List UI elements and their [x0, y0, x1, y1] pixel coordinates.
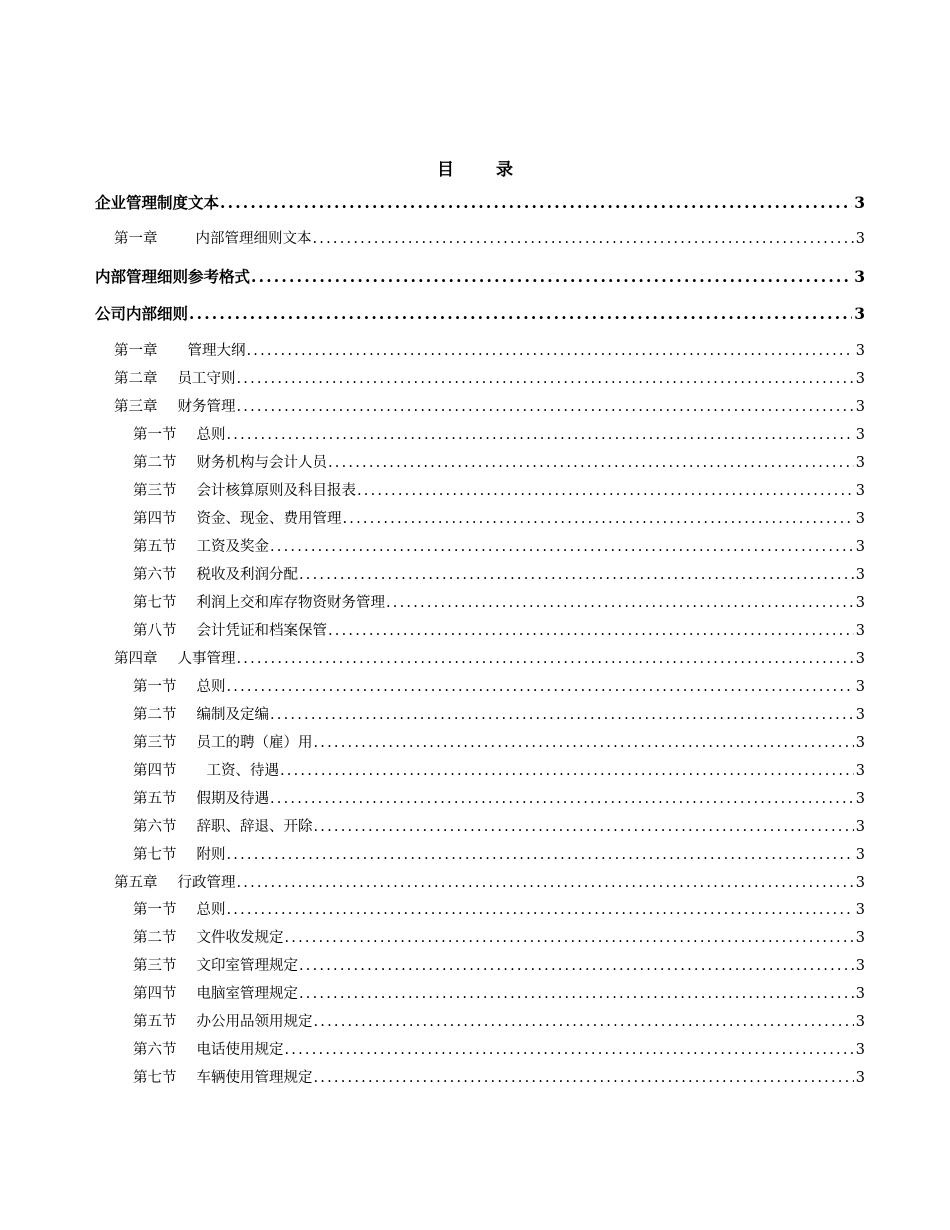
toc-leader-dots: [356, 483, 854, 499]
toc-entry[interactable]: [95, 926, 865, 947]
toc-entry[interactable]: [95, 535, 865, 556]
toc-entry-number: 第一章: [114, 343, 158, 359]
toc-page-number: 3: [855, 958, 865, 974]
toc-entry-label: [114, 871, 236, 892]
toc-entry[interactable]: [95, 563, 865, 584]
toc-page-number: 3: [855, 819, 865, 835]
toc-entry-label: [133, 926, 284, 947]
toc-entry[interactable]: [95, 423, 865, 444]
toc-entry-text: 编制及定编: [196, 707, 269, 723]
toc-page-number: 3: [855, 455, 865, 471]
toc-entry-text: 财务管理: [177, 399, 236, 415]
toc-entry-number: 第六节: [133, 1042, 177, 1058]
toc-entry-number: 第五节: [133, 1014, 177, 1030]
toc-entry[interactable]: [95, 815, 865, 836]
toc-leader-dots: [246, 343, 854, 359]
toc-entry-label: [133, 1066, 313, 1087]
toc-entry[interactable]: [95, 1010, 865, 1031]
toc-leader-dots: [313, 1014, 854, 1030]
toc-entry-text: 资金、现金、费用管理: [196, 511, 342, 527]
toc-leader-dots: [269, 539, 854, 555]
toc-entry[interactable]: [95, 759, 865, 780]
toc-entry-text: 电话使用规定: [196, 1042, 284, 1058]
toc-entry-label: [133, 423, 226, 444]
toc-page-number: 3: [855, 567, 865, 583]
toc-page-number: 3: [855, 1070, 865, 1086]
toc-entry[interactable]: [95, 591, 865, 612]
toc-leader-dots: [298, 567, 854, 583]
toc-entry[interactable]: [95, 619, 865, 640]
toc-entry-text: 电脑室管理规定: [196, 986, 298, 1002]
toc-entry-label: [114, 367, 236, 388]
toc-entry-label: [133, 563, 298, 584]
toc-page-number: 3: [855, 483, 865, 499]
toc-entry[interactable]: [95, 954, 865, 975]
toc-entry[interactable]: [95, 871, 865, 892]
toc-entry-number: 第四节: [133, 511, 177, 527]
toc-entry-label: [133, 1038, 284, 1059]
toc-entry-number: 第三节: [133, 958, 177, 974]
toc-entry-label: [133, 619, 327, 640]
toc-page-number: 3: [855, 986, 865, 1002]
toc-entry-text: 管理大纲: [187, 343, 246, 359]
toc-entry[interactable]: [95, 647, 865, 668]
toc-leader-dots: [327, 623, 854, 639]
toc-entry-text: 员工的聘（雇）用: [196, 735, 313, 751]
toc-leader-dots: [385, 595, 854, 611]
toc-entry-label: [95, 265, 250, 287]
toc-entry[interactable]: [95, 227, 865, 248]
toc-entry[interactable]: [95, 982, 865, 1003]
toc-entry[interactable]: [95, 451, 865, 472]
toc-entry-number: 第五节: [133, 539, 177, 555]
toc-entry-text: 人事管理: [177, 651, 236, 667]
toc-leader-dots: [269, 707, 854, 723]
toc-leader-dots: [284, 1042, 854, 1058]
toc-page-number: 3: [855, 763, 865, 779]
toc-leader-dots: [284, 930, 854, 946]
toc-entry[interactable]: [95, 367, 865, 388]
toc-entry[interactable]: [95, 843, 865, 864]
toc-entry-number: 第一节: [133, 427, 177, 443]
toc-entry[interactable]: [95, 1038, 865, 1059]
toc-entry[interactable]: [95, 339, 865, 360]
toc-leader-dots: [269, 791, 854, 807]
toc-entry-label: [133, 954, 298, 975]
toc-entry[interactable]: [95, 191, 865, 213]
toc-entry-number: 第三节: [133, 735, 177, 751]
toc-entry-text: 车辆使用管理规定: [196, 1070, 313, 1086]
toc-entry-text: 企业管理制度文本: [95, 193, 220, 212]
toc-page-number: 3: [855, 930, 865, 946]
toc-entry-label: [114, 339, 246, 360]
toc-page-number: 3: [854, 193, 865, 212]
toc-page-number: 3: [854, 267, 865, 286]
toc-page-number: 3: [855, 399, 865, 415]
toc-leader-dots: [298, 958, 854, 974]
toc-title: 目 录: [437, 160, 531, 180]
toc-entry-label: [133, 507, 342, 528]
toc-entry-number: 第一章: [114, 231, 158, 247]
toc-entry-number: 第一节: [133, 902, 177, 918]
toc-entry-label: [133, 703, 269, 724]
toc-entry-text: 员工守则: [177, 371, 236, 387]
toc-page-number: 3: [855, 427, 865, 443]
toc-entry-label: [133, 535, 269, 556]
toc-page-number: 3: [855, 707, 865, 723]
toc-entry-text: 工资及奖金: [196, 539, 269, 555]
toc-entry-text: 会计凭证和档案保管: [196, 623, 327, 639]
toc-page-number: 3: [855, 539, 865, 555]
toc-page-number: 3: [855, 651, 865, 667]
toc-page-number: 3: [855, 679, 865, 695]
toc-page-number: 3: [855, 1014, 865, 1030]
toc-page-number: 3: [855, 623, 865, 639]
toc-page-number: 3: [854, 304, 865, 323]
toc-entry-number: 第五章: [114, 875, 158, 891]
toc-page-number: 3: [855, 595, 865, 611]
toc-entry-number: 第一节: [133, 679, 177, 695]
toc-leader-dots: [226, 902, 854, 918]
toc-entry-label: [133, 843, 226, 864]
toc-leader-dots: [250, 267, 852, 286]
toc-leader-dots: [342, 511, 854, 527]
toc-entry-number: 第二章: [114, 371, 158, 387]
toc-entry-label: [133, 731, 313, 752]
toc-entry-label: [133, 898, 226, 919]
toc-entry-label: [133, 451, 327, 472]
toc-entry-text: 内部管理细则文本: [195, 231, 312, 247]
toc-entry-text: 公司内部细则: [95, 304, 189, 323]
toc-entry-label: [133, 982, 298, 1003]
toc-leader-dots: [236, 651, 854, 667]
toc-entry-text: 总则: [196, 902, 226, 918]
toc-entry[interactable]: [95, 302, 865, 324]
toc-entry-number: 第六节: [133, 819, 177, 835]
toc-entry-text: 文印室管理规定: [196, 958, 298, 974]
toc-entry-number: 第二节: [133, 455, 177, 471]
toc-leader-dots: [226, 679, 854, 695]
toc-entry[interactable]: [95, 1066, 865, 1087]
toc-entry-label: [133, 787, 269, 808]
toc-entry-label: [133, 759, 279, 780]
toc-entry-number: 第四节: [133, 763, 177, 779]
toc-entry-number: 第七节: [133, 847, 177, 863]
toc-leader-dots: [327, 455, 854, 471]
toc-entry-text: 总则: [196, 427, 226, 443]
toc-leader-dots: [312, 231, 854, 247]
toc-leader-dots: [298, 986, 854, 1002]
toc-entry-text: 总则: [196, 679, 226, 695]
toc-entry-number: 第五节: [133, 791, 177, 807]
toc-leader-dots: [313, 735, 854, 751]
toc-entry-number: 第三章: [114, 399, 158, 415]
toc-page-number: 3: [855, 343, 865, 359]
toc-entry[interactable]: [95, 898, 865, 919]
toc-page-number: 3: [855, 735, 865, 751]
toc-page-number: 3: [855, 1042, 865, 1058]
toc-entry[interactable]: [95, 395, 865, 416]
toc-leader-dots: [279, 763, 854, 779]
toc-leader-dots: [236, 399, 854, 415]
toc-entry-label: [133, 815, 313, 836]
toc-entry-label: [114, 395, 236, 416]
toc-entry-label: [133, 675, 226, 696]
toc-entry-number: 第八节: [133, 623, 177, 639]
toc-leader-dots: [313, 819, 854, 835]
toc-leader-dots: [313, 1070, 854, 1086]
toc-entry[interactable]: [95, 507, 865, 528]
toc-entry-label: [133, 591, 385, 612]
toc-leader-dots: [226, 427, 854, 443]
toc-entry-number: 第四章: [114, 651, 158, 667]
toc-entry[interactable]: [95, 265, 865, 287]
toc-entry[interactable]: [95, 703, 865, 724]
toc-entry-text: 文件收发规定: [196, 930, 284, 946]
toc-entry-label: [114, 647, 236, 668]
toc-page-number: 3: [855, 371, 865, 387]
toc-entry-text: 辞职、辞退、开除: [196, 819, 313, 835]
toc-entry-text: 行政管理: [177, 875, 236, 891]
toc-entry[interactable]: [95, 479, 865, 500]
toc-leader-dots: [219, 193, 852, 212]
toc-entry-text: 财务机构与会计人员: [196, 455, 327, 471]
toc-entry-number: 第七节: [133, 1070, 177, 1086]
toc-page-number: 3: [855, 511, 865, 527]
toc-leader-dots: [188, 304, 852, 323]
toc-entry-label: [95, 302, 188, 324]
toc-leader-dots: [236, 371, 854, 387]
toc-leader-dots: [226, 847, 854, 863]
toc-entry-number: 第四节: [133, 986, 177, 1002]
toc-entry-label: [133, 1010, 313, 1031]
toc-entry-text: 附则: [196, 847, 226, 863]
toc-entry-label: [95, 191, 219, 213]
toc-entry-label: [133, 479, 356, 500]
toc-entry-number: 第二节: [133, 707, 177, 723]
toc-entry[interactable]: [95, 675, 865, 696]
toc-entry[interactable]: [95, 731, 865, 752]
toc-page-number: 3: [855, 231, 865, 247]
toc-entry-number: 第六节: [133, 567, 177, 583]
toc-entry-text: 利润上交和库存物资财务管理: [196, 595, 385, 611]
toc-leader-dots: [236, 875, 854, 891]
toc-entry[interactable]: [95, 787, 865, 808]
toc-entry-text: 办公用品领用规定: [196, 1014, 313, 1030]
toc-entry-number: 第三节: [133, 483, 177, 499]
toc-entry-text: 假期及待遇: [196, 791, 269, 807]
toc-entry-number: 第二节: [133, 930, 177, 946]
toc-entry-text: 工资、待遇: [206, 763, 279, 779]
toc-page-number: 3: [855, 847, 865, 863]
toc-page-number: 3: [855, 875, 865, 891]
toc-entry-text: 税收及利润分配: [196, 567, 298, 583]
toc-entry-text: 内部管理细则参考格式: [95, 267, 251, 286]
toc-page-number: 3: [855, 791, 865, 807]
toc-entry-text: 会计核算原则及科目报表: [196, 483, 356, 499]
toc-page-number: 3: [855, 902, 865, 918]
toc-entry-number: 第七节: [133, 595, 177, 611]
toc-entry-label: [114, 227, 312, 248]
